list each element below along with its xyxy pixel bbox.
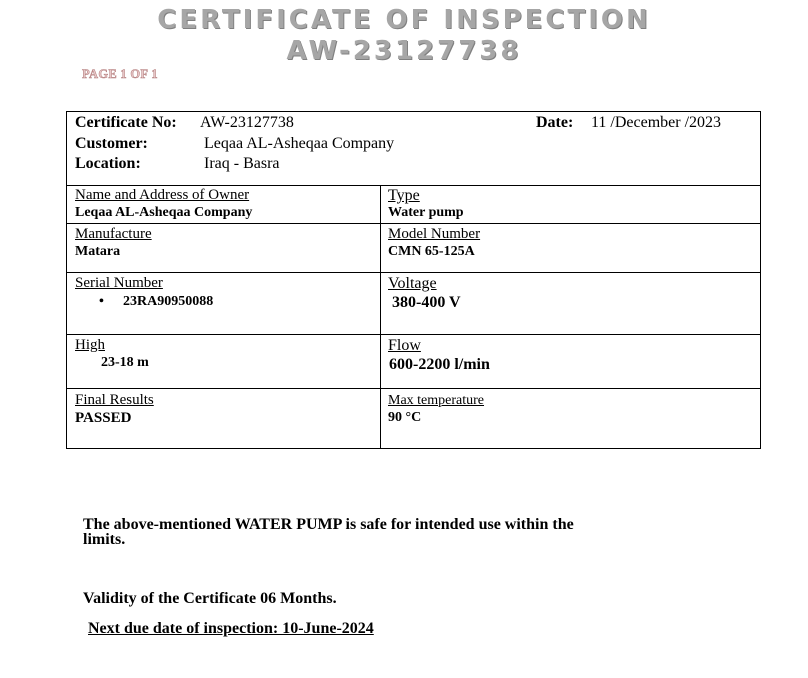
customer-value: Leqaa AL-Asheqaa Company bbox=[204, 135, 395, 152]
certificate-number-value: AW-23127738 bbox=[200, 114, 294, 131]
type-value: Water pump bbox=[388, 205, 464, 220]
high-cell bbox=[67, 335, 381, 388]
owner-label: Name and Address of Owner bbox=[75, 187, 250, 203]
voltage-label: Voltage bbox=[388, 275, 437, 292]
location-value: Iraq - Basra bbox=[204, 155, 280, 172]
certificate-table bbox=[66, 111, 761, 449]
table-row bbox=[67, 273, 760, 335]
model-cell bbox=[381, 224, 760, 272]
type-label: Type bbox=[388, 187, 420, 204]
max-temperature-label: Max temperature bbox=[388, 393, 485, 408]
table-row bbox=[67, 224, 760, 273]
statement-line-1: The above-mentioned WATER PUMP is safe for intended use within the bbox=[83, 516, 574, 533]
high-value: 23-18 m bbox=[101, 355, 149, 370]
serial-cell bbox=[67, 273, 381, 334]
table-row bbox=[67, 389, 760, 449]
type-cell bbox=[381, 185, 760, 223]
manufacture-label: Manufacture bbox=[75, 226, 152, 242]
flow-cell bbox=[381, 335, 760, 388]
max-temperature-value: 90 °C bbox=[388, 410, 422, 425]
serial-number-value: 23RA90950088 bbox=[123, 294, 214, 309]
high-label: High bbox=[75, 337, 105, 353]
model-number-value: CMN 65-125A bbox=[388, 244, 475, 259]
voltage-cell bbox=[381, 273, 760, 334]
table-row bbox=[67, 335, 760, 389]
manufacture-cell bbox=[67, 224, 381, 272]
owner-cell bbox=[67, 185, 381, 223]
statement-line-2: limits. bbox=[83, 531, 126, 548]
flow-label: Flow bbox=[388, 337, 421, 354]
certificate-title: CERTIFICATE OF INSPECTION bbox=[157, 5, 651, 35]
max-temperature-cell bbox=[381, 389, 760, 449]
serial-number-label: Serial Number bbox=[75, 275, 163, 291]
model-number-label: Model Number bbox=[388, 226, 481, 242]
table-row bbox=[67, 185, 760, 224]
final-results-value: PASSED bbox=[75, 410, 132, 426]
location-label: Location: bbox=[75, 155, 141, 172]
next-due-date: Next due date of inspection: 10-June-2024 bbox=[88, 620, 374, 637]
final-results-cell bbox=[67, 389, 381, 449]
flow-value: 600-2200 l/min bbox=[389, 356, 490, 373]
date-label: Date: bbox=[536, 114, 574, 131]
certificate-number-label: Certificate No: bbox=[75, 114, 177, 131]
certificate-header bbox=[67, 112, 760, 186]
owner-value: Leqaa AL-Asheqaa Company bbox=[75, 205, 253, 220]
validity-statement: Validity of the Certificate 06 Months. bbox=[83, 590, 337, 607]
voltage-value: 380-400 V bbox=[392, 294, 461, 311]
bullet-icon: • bbox=[99, 294, 104, 309]
page-indicator: PAGE 1 OF 1 bbox=[82, 67, 158, 81]
certificate-id-title: AW-23127738 bbox=[286, 36, 522, 66]
final-results-label: Final Results bbox=[75, 392, 154, 408]
date-value: 11 /December /2023 bbox=[591, 114, 722, 131]
manufacture-value: Matara bbox=[75, 244, 121, 259]
customer-label: Customer: bbox=[75, 135, 148, 152]
